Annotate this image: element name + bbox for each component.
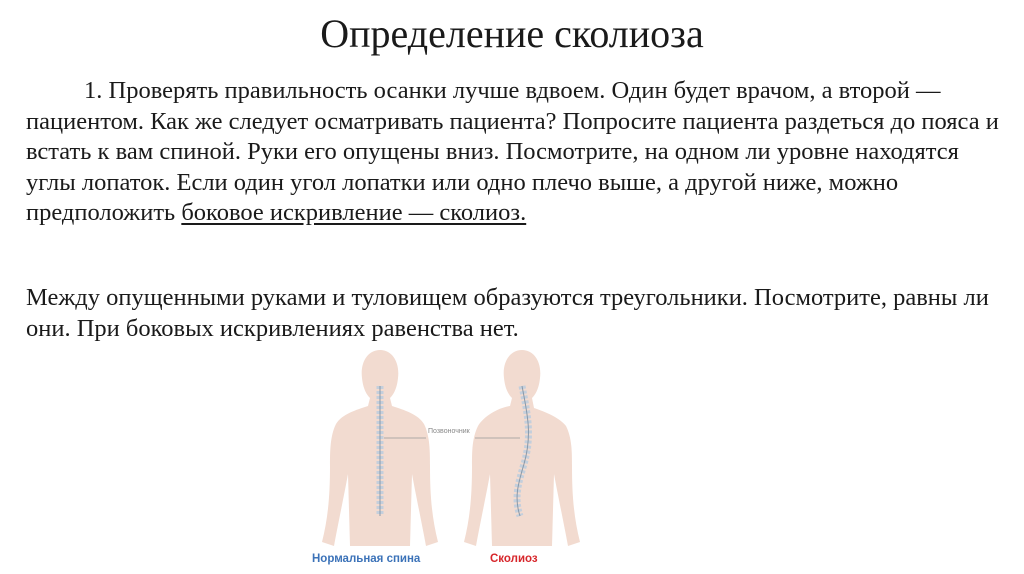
normal-back-figure xyxy=(322,350,438,546)
paragraph-1-text: 1. Проверять правильность осанки лучше вдвоем. Один будет врачом, а второй — пациентом. Как же следует осматривать пациента? Попросите пациента раздеться до пояса и встать к вам спиной. Руки его опущены вниз. Посмотрите, на одном ли уровне находятся углы лопаток. Если один угол лопатки или одно плечо выше, а другой ниже, можно предположить xyxy=(26,77,999,226)
slide-title: Определение сколиоза xyxy=(320,11,704,56)
caption-scoliosis: Сколиоз xyxy=(490,553,538,565)
paragraph-1-underlined: боковое искривление — сколиоз. xyxy=(181,199,527,226)
spine-callout-label: Позвоночник xyxy=(428,428,470,435)
paragraph-2: Между опущенными руками и туловищем образуются треугольники. Посмотрите, равны ли они. При боковых искривлениях равенства нет. xyxy=(26,284,989,342)
torso-figures xyxy=(300,346,590,574)
scoliosis-back-figure xyxy=(464,350,580,546)
paragraph-1 xyxy=(26,76,1006,229)
spine-illustration xyxy=(300,346,590,574)
caption-normal-back: Нормальная спина xyxy=(312,553,421,565)
